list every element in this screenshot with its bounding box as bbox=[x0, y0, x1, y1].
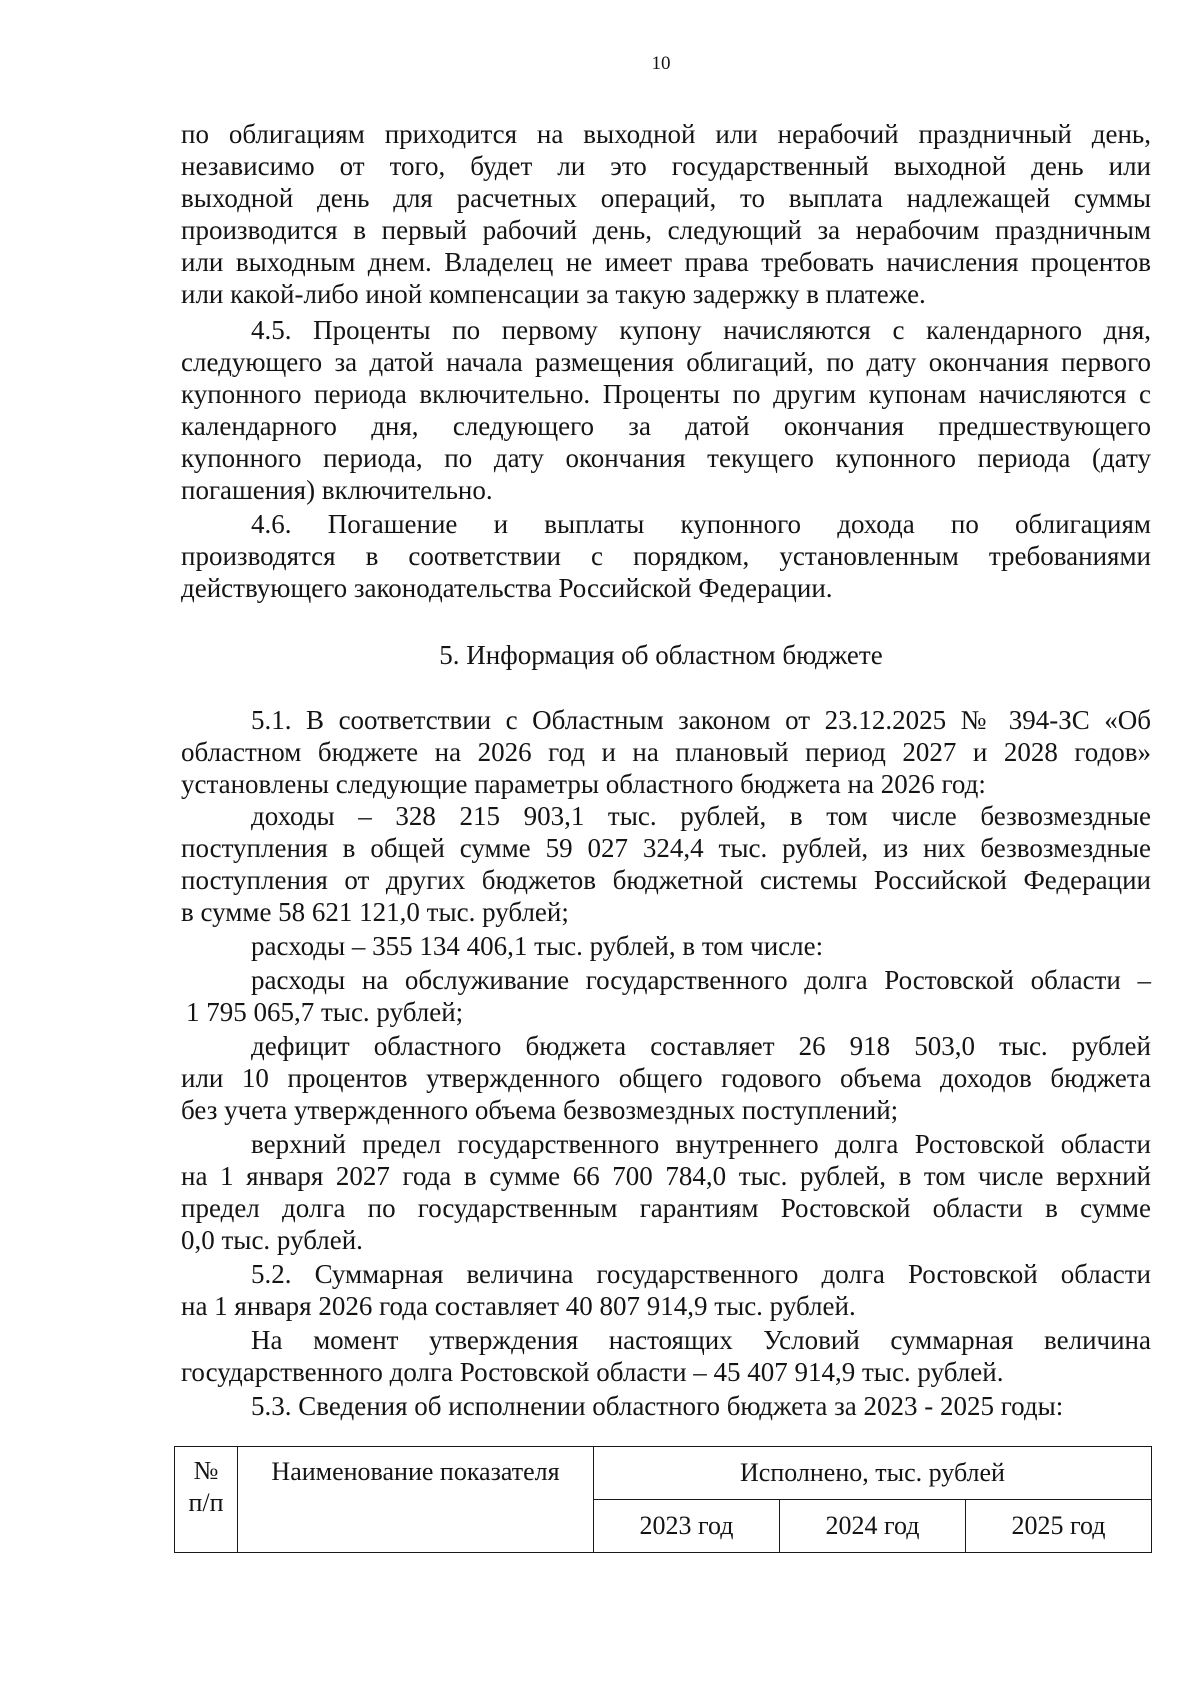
table-header-number bbox=[175, 1447, 238, 1553]
text-line: поступления от других бюджетов бюджетной системы Российской Федерации bbox=[181, 865, 1151, 895]
text-line: погашения) включительно. bbox=[181, 475, 493, 505]
page-number: 10 bbox=[651, 53, 671, 74]
text-line: 5.3. Сведения об исполнении областного бюджета за 2023 - 2025 годы: bbox=[251, 1391, 1064, 1421]
text-line: дефицит областного бюджета составляет 26 918 503,0 тыс. рублей bbox=[251, 1031, 1151, 1061]
text-line: расходы на обслуживание государственного долга Ростовской области – bbox=[251, 965, 1151, 995]
text-line: верхний предел государственного внутреннего долга Ростовской области bbox=[251, 1129, 1151, 1159]
text-line: 5.1. В соответствии с Областным законом от 23.12.2025 № 394-ЗС «Об bbox=[251, 705, 1151, 735]
text-line: поступления в общей сумме 59 027 324,4 тыс. рублей, из них безвозмездные bbox=[181, 833, 1151, 863]
table-header-executed: Исполнено, тыс. рублей bbox=[594, 1447, 1152, 1500]
text-line: производятся в соответствии с порядком, установленным требованиями bbox=[181, 541, 1151, 571]
text-line: 4.5. Проценты по первому купону начисляются с календарного дня, bbox=[251, 315, 1151, 345]
text-line: государственного долга Ростовской области – 45 407 914,9 тыс. рублей. bbox=[181, 1357, 1004, 1387]
budget-table bbox=[174, 1446, 1152, 1553]
text-line: на 1 января 2027 года в сумме 66 700 784,0 тыс. рублей, в том числе верхний bbox=[181, 1161, 1151, 1191]
text-line: независимо от того, будет ли это государственный выходной день или bbox=[181, 151, 1151, 181]
text-line: установлены следующие параметры областного бюджета на 2026 год: bbox=[181, 769, 986, 799]
text-line: следующего за датой начала размещения облигаций, по дату окончания первого bbox=[181, 347, 1151, 377]
table-header-year: 2025 год bbox=[966, 1500, 1152, 1553]
text-line: купонного периода включительно. Проценты по другим купонам начисляются с bbox=[181, 379, 1151, 409]
text-line: или выходным днем. Владелец не имеет права требовать начисления процентов bbox=[181, 247, 1151, 277]
text-line: или какой-либо иной компенсации за такую задержку в платеже. bbox=[181, 279, 926, 309]
text-line: производится в первый рабочий день, следующий за нерабочим праздничным bbox=[181, 215, 1151, 245]
header-number-line2: п/п bbox=[188, 1488, 224, 1517]
text-line: выходной день для расчетных операций, то выплата надлежащей суммы bbox=[181, 183, 1151, 213]
text-line: предел долга по государственным гарантиям Ростовской области в сумме bbox=[181, 1193, 1151, 1223]
table-header-year: 2024 год bbox=[780, 1500, 966, 1553]
text-line: купонного периода, по дату окончания текущего купонного периода (дату bbox=[181, 443, 1151, 473]
text-line: действующего законодательства Российской Федерации. bbox=[181, 573, 833, 603]
text-line: 5.2. Суммарная величина государственного долга Ростовской области bbox=[251, 1259, 1151, 1289]
text-line: областном бюджете на 2026 год и на плановый период 2027 и 2028 годов» bbox=[181, 737, 1151, 767]
text-line: по облигациям приходится на выходной или нерабочий праздничный день, bbox=[181, 119, 1151, 149]
table-header-name: Наименование показателя bbox=[238, 1447, 594, 1553]
text-line: или 10 процентов утвержденного общего годового объема доходов бюджета bbox=[181, 1063, 1151, 1093]
text-line: доходы – 328 215 903,1 тыс. рублей, в том числе безвозмездные bbox=[251, 801, 1151, 831]
text-line: расходы – 355 134 406,1 тыс. рублей, в том числе: bbox=[251, 931, 824, 961]
text-line: 1 795 065,7 тыс. рублей; bbox=[186, 997, 464, 1027]
text-line: 0,0 тыс. рублей. bbox=[181, 1225, 363, 1255]
text-line: без учета утвержденного объема безвозмездных поступлений; bbox=[181, 1095, 899, 1125]
text-line: 4.6. Погашение и выплаты купонного дохода по облигациям bbox=[251, 509, 1151, 539]
text-line: календарного дня, следующего за датой окончания предшествующего bbox=[181, 411, 1151, 441]
table-header-year: 2023 год bbox=[594, 1500, 780, 1553]
text-line: На момент утверждения настоящих Условий суммарная величина bbox=[251, 1325, 1151, 1355]
section-heading: 5. Информация об областном бюджете bbox=[439, 640, 883, 670]
header-number-line1: № bbox=[193, 1456, 219, 1485]
text-line: в сумме 58 621 121,0 тыс. рублей; bbox=[181, 897, 569, 927]
table-header-row bbox=[175, 1447, 1152, 1500]
text-line: на 1 января 2026 года составляет 40 807 914,9 тыс. рублей. bbox=[181, 1291, 856, 1321]
